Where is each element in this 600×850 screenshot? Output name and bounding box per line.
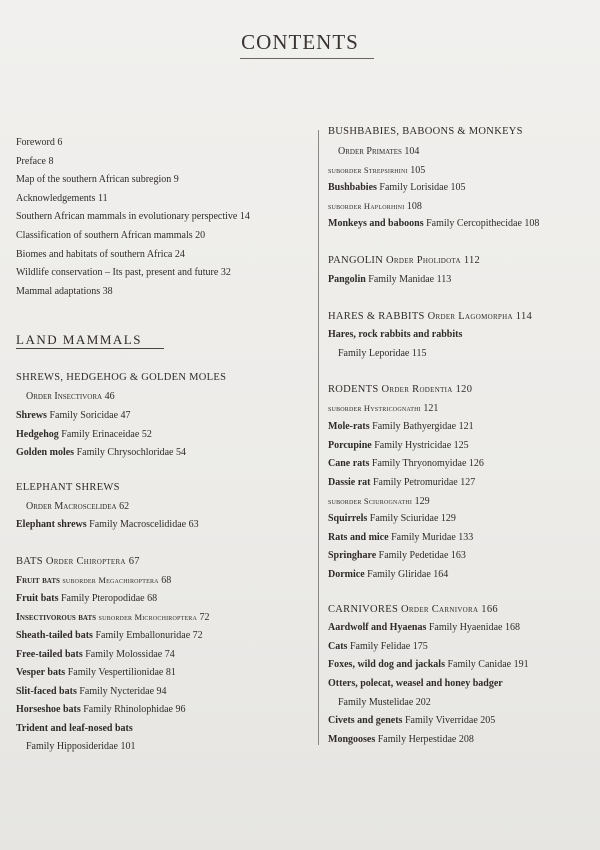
section-heading bbox=[16, 556, 140, 568]
toc-entry bbox=[328, 421, 474, 433]
toc-entry bbox=[16, 410, 131, 422]
page-number: 14 bbox=[239, 211, 250, 223]
toc-entry bbox=[328, 440, 469, 452]
section-heading: SHREWS, HEDGEHOG & GOLDEN MOLES bbox=[16, 372, 227, 383]
entry-family: Family Muridae bbox=[391, 531, 456, 543]
land-mammals-heading: LAND MAMMALS bbox=[16, 332, 142, 347]
page-number: 104 bbox=[404, 146, 420, 157]
entry-family: Family Cercopithecidae bbox=[426, 218, 522, 229]
front-matter-item bbox=[16, 249, 185, 261]
entry-name: Dassie rat bbox=[328, 476, 371, 488]
suborder-name: suborder Hystricognathi bbox=[328, 403, 421, 413]
order-line bbox=[16, 501, 129, 513]
section-heading bbox=[328, 604, 498, 616]
page-number: 46 bbox=[104, 391, 115, 402]
page-number: 129 bbox=[440, 513, 456, 524]
toc-entry bbox=[328, 659, 529, 671]
section-heading: HARES & RABBITS bbox=[328, 311, 425, 322]
entry-family: Family Erinaceidae bbox=[61, 429, 140, 440]
entry-family: Family Bathyergidae bbox=[372, 421, 457, 432]
page-number: 63 bbox=[188, 519, 199, 530]
page-number: 11 bbox=[97, 192, 108, 204]
page-number: 52 bbox=[141, 429, 152, 440]
suborder-line bbox=[16, 611, 210, 624]
toc-entry bbox=[16, 686, 167, 698]
toc-entry-continued bbox=[328, 348, 427, 360]
page-number: 113 bbox=[436, 274, 452, 285]
entry-name: Elephant shrews bbox=[16, 519, 87, 530]
toc-entry bbox=[328, 550, 466, 562]
front-item-title: Biomes and habitats of southern Africa bbox=[16, 248, 173, 260]
toc-entry bbox=[328, 274, 451, 286]
entry-name: Rats and mice bbox=[328, 531, 389, 543]
section-heading: BATS bbox=[16, 556, 43, 567]
page-number: 94 bbox=[156, 685, 167, 697]
entry-name: Civets and genets bbox=[328, 715, 403, 726]
front-item-title: Classification of southern African mammals bbox=[16, 230, 193, 241]
section-heading bbox=[328, 126, 523, 138]
front-matter-item bbox=[16, 230, 205, 242]
entry-name: Otters, polecat, weasel and honey badger bbox=[328, 678, 503, 689]
page-number: 72 bbox=[199, 612, 210, 623]
page-number: 9 bbox=[173, 174, 179, 186]
entry-name: Trident and leaf-nosed bats bbox=[16, 723, 133, 734]
page-number: 96 bbox=[175, 704, 186, 716]
entry-name: Hares, rock rabbits and rabbits bbox=[328, 329, 463, 340]
toc-entry bbox=[16, 429, 152, 441]
page-number: 168 bbox=[504, 622, 520, 633]
page-number: 121 bbox=[423, 403, 439, 414]
page-number: 105 bbox=[450, 182, 466, 193]
entry-family: Family Hipposideridae bbox=[26, 741, 118, 752]
page-number: 121 bbox=[458, 421, 474, 432]
front-item-title: Foreword bbox=[16, 137, 55, 148]
page-number: 62 bbox=[119, 501, 130, 512]
toc-entry bbox=[16, 519, 199, 531]
section-heading: BUSHBABIES, BABOONS & MONKEYS bbox=[328, 126, 523, 137]
section-heading: CARNIVORES bbox=[328, 604, 399, 615]
toc-entry bbox=[328, 532, 473, 544]
page-number: 20 bbox=[195, 230, 206, 241]
entry-family: Family Sciuridae bbox=[369, 513, 439, 524]
front-item-title: Acknowledgements bbox=[16, 192, 96, 204]
suborder-line bbox=[328, 164, 425, 177]
page-title: CONTENTS bbox=[241, 30, 359, 54]
suborder-name: suborder Haplorhini bbox=[328, 201, 405, 211]
entry-name: Mole-rats bbox=[328, 421, 370, 432]
toc-entry bbox=[328, 678, 503, 690]
toc-entry bbox=[16, 630, 203, 642]
toc-entry bbox=[328, 218, 539, 230]
page-number: 163 bbox=[450, 550, 466, 561]
page-number: 8 bbox=[48, 155, 54, 167]
front-matter-item bbox=[16, 286, 113, 298]
entry-name: Pangolin bbox=[328, 274, 366, 285]
page-number: 105 bbox=[410, 165, 426, 176]
entry-family: Family Molossidae bbox=[85, 648, 163, 660]
section-heading bbox=[16, 482, 120, 494]
entry-family: Family Rhinolophidae bbox=[83, 704, 173, 716]
section-heading: PANGOLIN bbox=[328, 255, 384, 266]
front-matter-item bbox=[16, 174, 179, 186]
group-name: Insectivorous bats bbox=[16, 612, 97, 623]
front-item-title: Mammal adaptations bbox=[16, 285, 101, 297]
section-heading bbox=[328, 384, 472, 396]
toc-entry-continued bbox=[16, 741, 135, 753]
entry-name: Squirrels bbox=[328, 513, 368, 524]
suborder-name: suborder Microchiroptera bbox=[98, 612, 198, 622]
page-number: 166 bbox=[481, 604, 498, 615]
toc-entry-continued bbox=[328, 697, 431, 709]
section-heading bbox=[328, 311, 532, 323]
order-name: Order Macroscelidea bbox=[26, 501, 117, 512]
section-heading bbox=[16, 372, 226, 384]
front-item-title: Map of the southern African subregion bbox=[16, 174, 172, 186]
entry-name: Fruit bats bbox=[16, 593, 59, 604]
entry-family: Family Nycteridae bbox=[79, 685, 155, 697]
page-number: 164 bbox=[433, 568, 449, 580]
entry-name: Mongooses bbox=[328, 733, 376, 745]
order-line bbox=[16, 391, 115, 403]
entry-family: Family Emballonuridae bbox=[95, 630, 191, 641]
page-number: 108 bbox=[524, 218, 540, 229]
entry-family: Family Hystricidae bbox=[374, 439, 452, 451]
column-divider bbox=[318, 130, 319, 745]
entry-family: Family Pedetidae bbox=[378, 550, 449, 561]
page-number: 68 bbox=[161, 575, 172, 586]
order-name: Order Insectivora bbox=[26, 391, 103, 402]
toc-entry bbox=[16, 667, 176, 679]
page-number: 101 bbox=[120, 741, 136, 752]
entry-family: Family Felidae bbox=[349, 640, 411, 652]
suborder-name: suborder Sciurognathi bbox=[328, 496, 413, 506]
page-number: 67 bbox=[128, 556, 140, 567]
page-number: 129 bbox=[414, 496, 430, 507]
page-number: 133 bbox=[458, 531, 474, 543]
order-name: Order Primates bbox=[338, 146, 402, 157]
entry-name: Dormice bbox=[328, 568, 365, 580]
order-name: Order Lagomorpha bbox=[427, 311, 513, 322]
entry-name: Golden moles bbox=[16, 447, 75, 458]
toc-entry bbox=[328, 477, 475, 489]
page-number: 38 bbox=[102, 285, 113, 297]
entry-family: Family Vespertilionidae bbox=[67, 667, 164, 679]
title-underline bbox=[240, 58, 374, 59]
entry-name: Cane rats bbox=[328, 458, 370, 469]
entry-family: Family Macroscelididae bbox=[89, 519, 187, 530]
page-number: 127 bbox=[460, 476, 476, 488]
toc-entry bbox=[16, 723, 133, 735]
suborder-line bbox=[328, 200, 422, 213]
page-number: 114 bbox=[515, 311, 533, 322]
entry-name: Shrews bbox=[16, 410, 47, 421]
page-number: 126 bbox=[468, 458, 484, 469]
entry-name: Slit-faced bats bbox=[16, 685, 77, 697]
toc-entry bbox=[328, 734, 474, 746]
toc-entry bbox=[328, 622, 520, 634]
toc-entry bbox=[328, 513, 456, 525]
entry-family: Family Petromuridae bbox=[373, 476, 458, 488]
page-number: 32 bbox=[220, 267, 231, 279]
page-number: 125 bbox=[453, 439, 469, 451]
entry-family: Family Thryonomyidae bbox=[371, 458, 467, 469]
front-matter-item bbox=[16, 267, 231, 279]
page-number: 108 bbox=[406, 201, 422, 212]
toc-entry bbox=[328, 641, 428, 653]
entry-name: Monkeys and baboons bbox=[328, 218, 424, 229]
entry-name: Vesper bats bbox=[16, 667, 66, 679]
page-number: 115 bbox=[411, 348, 427, 359]
entry-name: Porcupine bbox=[328, 439, 372, 451]
page-number: 175 bbox=[412, 640, 428, 652]
entry-name: Free-tailed bats bbox=[16, 648, 83, 660]
land-mammals-underline bbox=[16, 348, 164, 349]
toc-entry bbox=[328, 715, 495, 727]
entry-family: Family Hyaenidae bbox=[428, 622, 503, 633]
order-name: Order Pholidota bbox=[386, 255, 461, 266]
toc-entry bbox=[328, 182, 466, 194]
page-number: 208 bbox=[458, 733, 474, 745]
entry-name: Bushbabies bbox=[328, 182, 377, 193]
page-number: 68 bbox=[147, 593, 158, 604]
entry-name: Hedgehog bbox=[16, 429, 59, 440]
order-line bbox=[328, 146, 419, 158]
page-number: 202 bbox=[415, 697, 431, 708]
page-number: 205 bbox=[480, 715, 496, 726]
front-matter-item bbox=[16, 211, 250, 223]
section-heading bbox=[328, 255, 480, 267]
page-number: 54 bbox=[176, 447, 186, 458]
suborder-line bbox=[328, 402, 438, 415]
page-number: 120 bbox=[455, 384, 473, 395]
entry-family: Family Leporidae bbox=[338, 348, 410, 359]
entry-name: Sheath-tailed bats bbox=[16, 630, 93, 641]
page-number: 112 bbox=[463, 255, 481, 266]
entry-name: Cats bbox=[328, 640, 348, 652]
page-number: 47 bbox=[120, 410, 131, 421]
suborder-line bbox=[328, 495, 430, 508]
page-number: 74 bbox=[164, 648, 175, 660]
page-number: 6 bbox=[57, 137, 63, 148]
entry-family: Family Manidae bbox=[368, 274, 435, 285]
toc-entry bbox=[16, 649, 175, 661]
entry-family: Family Pteropodidae bbox=[61, 593, 145, 604]
toc-entry bbox=[16, 447, 186, 459]
toc-entry bbox=[16, 593, 157, 605]
entry-family: Family Mustelidae bbox=[338, 697, 414, 708]
toc-entry bbox=[328, 569, 448, 581]
page-number: 24 bbox=[174, 248, 185, 260]
entry-name: Aardwolf and Hyaenas bbox=[328, 622, 427, 633]
entry-family: Family Gliridae bbox=[367, 568, 431, 580]
order-name: Order Chiroptera bbox=[45, 556, 126, 567]
group-name: Fruit bats bbox=[16, 575, 60, 586]
entry-family: Family Chrysochloridae bbox=[76, 447, 174, 458]
entry-family: Family Soricidae bbox=[49, 410, 119, 421]
front-matter-item bbox=[16, 137, 62, 149]
toc-entry bbox=[16, 704, 185, 716]
entry-family: Family Lorisidae bbox=[379, 182, 449, 193]
suborder-name: suborder Strepsirhini bbox=[328, 165, 408, 175]
front-item-title: Wildlife conservation – Its past, present and future bbox=[16, 267, 219, 279]
page-number: 72 bbox=[192, 630, 203, 641]
section-heading: RODENTS bbox=[328, 384, 379, 395]
front-matter-item bbox=[16, 156, 53, 168]
suborder-name: suborder Megachiroptera bbox=[62, 575, 159, 585]
entry-family: Family Viverridae bbox=[404, 715, 478, 726]
toc-entry bbox=[328, 458, 484, 470]
page-number: 191 bbox=[513, 659, 529, 671]
front-item-title: Southern African mammals in evolutionary perspective bbox=[16, 211, 238, 223]
entry-family: Family Canidae bbox=[447, 659, 512, 671]
order-name: Order Rodentia bbox=[381, 384, 453, 395]
entry-name: Horseshoe bats bbox=[16, 704, 81, 716]
suborder-line bbox=[16, 574, 171, 587]
toc-entry bbox=[328, 329, 462, 341]
order-name: Order Carnivora bbox=[401, 604, 479, 615]
page-number: 81 bbox=[165, 667, 176, 679]
entry-family: Family Herpestidae bbox=[377, 733, 457, 745]
entry-name: Springhare bbox=[328, 550, 377, 561]
front-item-title: Preface bbox=[16, 155, 46, 167]
front-matter-item bbox=[16, 193, 108, 205]
entry-name: Foxes, wild dog and jackals bbox=[328, 659, 445, 671]
section-heading: ELEPHANT SHREWS bbox=[16, 482, 120, 493]
